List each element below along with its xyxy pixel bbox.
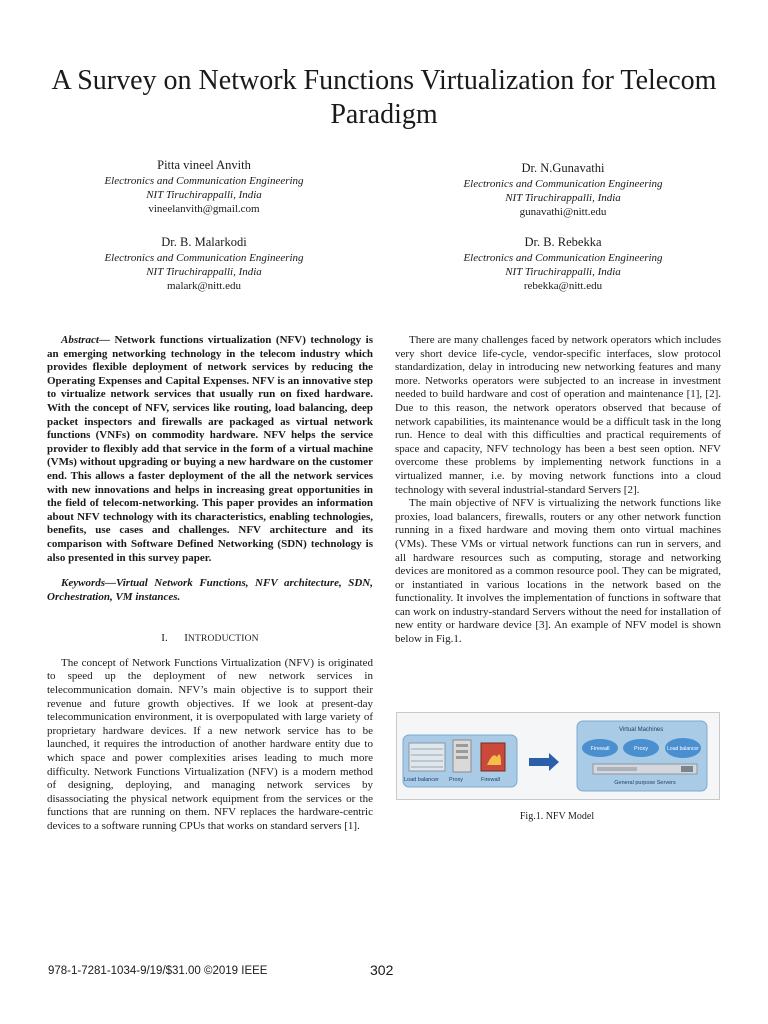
author-email: gunavathi@nitt.edu [519,206,607,218]
author-inst: NIT Tiruchirappalli, India [505,266,621,278]
right-paragraph-2: The main objective of NFV is virtualizing the network functions like proxies, load balancers, firewalls, routers or any other network function running in a fixed hardware and moving them onto virtual machines (VMs). These VMs or virtual network functions can run in servers, and all hardware resources such as computing, storage and networking devices are monitored as a common resource pool. They can be migrated, or instantiated in various locations in the network based on the functionality. It involves the implementation of functions in software that can work on industry-standard Servers without the need for installation of new entity or hardware device [3]. An example of NFV model is shown below in Fig.1. [395,497,721,646]
section-number: I. [161,632,168,645]
right-paragraph-1: There are many challenges faced by network operators which includes very short device life-cycle, vendor-specific interfaces, slow protocol standardization, delay in introducing new networking features and many more. Networks operators were subjected to an increase in investment needed to build hardware and cost of operation and maintenance [1], [2]. Due to this reason, the network operators observed that because of network capabilities, its maintenance would be a difficult task in the long run. Hence to deal with this difficulties and practical requirements of space and capacity, NFV technology has been a best seen option. NFV overcome these problems by implementing network functions in a virtualized manner, i.e. by moving network functions into a cloud technology with several industrial-standard Servers [2]. [395,334,721,496]
abstract [47,334,373,565]
author-dept: Electronics and Communication Engineering [463,178,663,190]
arrow-icon [529,753,559,771]
author-block-3 [54,234,354,293]
vm-title: Virtual Machines [619,727,664,733]
intro-paragraph: The concept of Network Functions Virtualization (NFV) is originated to speed up the deployment of new network services in telecommunication domain. NFV’s main objective is to support their revenue and future growth objectives. If we look at present-day telecommunication environment, it is overpopulated with large variety of proprietary hardware devices. If a new network service has to be launched, it requires the introduction of another hardware entity due to which space and power complexities arises leading to much more difficulty. Network Functions Virtualization (NFV) is a modern method of designing, deploying, and managing network services by disassociating the physical network equipment from the services or the functions that are running on them. NFV replaces the hardware-centric devices to a software running CPUs that works on standard servers [1]. [47,656,373,832]
author-block-2 [413,160,713,219]
author-inst: NIT Tiruchirappalli, India [146,266,262,278]
nfv-model-diagram [397,713,719,799]
hw-label-firewall: Firewall [481,777,500,783]
paper-title: A Survey on Network Functions Virtualization for Telecom Paradigm [51,65,717,130]
vm-label-load-balancer: Load balancer [667,746,699,752]
abstract-text: Network functions virtualization (NFV) technology is an emerging networking technology in the telecom industry which provides flexible deployment of network services by reducing the Operating Expenses and Capital Expenses. NFV is an innovative step to virtualize network services that usually run on fixed hardware. With the concept of NFV, services like routing, load balancing, deep packet inspectors and firewalls are packaged as virtual network functions (VNFs) on commodity hardware. NFV helps the service provider to flexibly add that service in the form of a virtual machine (VMs) without upgrading or buying a new hardware on the customer end. This allows a faster deployment of the all the network services with new innovations and helps in increasing great opportunities in the field of telecom-networking. This paper provides an information about NFV technology with its characteristics, enabling technologies, benefits, use cases and challenges. NFV architecture and its comparison with Software Defined Networking (SDN) technology is also presented in this survey paper. [47,334,373,564]
figure-caption: Fig.1. NFV Model [519,811,595,822]
author-dept: Electronics and Communication Engineering [104,175,304,187]
author-dept: Electronics and Communication Engineering [463,252,663,264]
author-inst: NIT Tiruchirappalli, India [505,192,621,204]
proxy-icon [453,740,471,772]
section-heading [47,632,373,647]
author-name: Dr. N.Gunavathi [521,161,605,175]
author-inst: NIT Tiruchirappalli, India [146,189,262,201]
left-column [47,334,373,834]
firewall-icon [481,743,505,771]
author-name: Dr. B. Rebekka [524,235,602,249]
author-dept: Electronics and Communication Engineering [104,252,304,264]
page-number: 302 [370,962,394,978]
vm-label-firewall: Firewall [590,746,610,752]
load-balancer-icon [409,743,445,771]
isbn-footer: 978-1-7281-1034-9/19/$31.00 ©2019 IEEE [48,965,268,977]
right-column [395,334,721,647]
vm-label-proxy: Proxy [633,746,649,752]
author-name: Pitta vineel Anvith [157,158,251,172]
section-title-rest: NTRODUCTION [187,634,259,645]
author-email: rebekka@nitt.edu [523,280,603,292]
author-block-1 [54,157,354,216]
keywords: Keywords—Virtual Network Functions, NFV architecture, SDN, Orchestration, VM instances. [47,577,373,603]
author-name: Dr. B. Malarkodi [161,235,247,249]
nfv-model-figure [396,712,720,800]
author-email: vineelanvith@gmail.com [148,203,260,215]
hw-label-load-balancer: Load balancer [404,777,439,783]
author-block-4 [413,234,713,293]
server-label: General purpose Servers [614,780,676,786]
server-rack-icon [593,764,697,774]
section-first-letter: I [184,632,188,645]
abstract-lead: Abstract— [61,334,110,346]
author-email: malark@nitt.edu [167,280,241,292]
hw-label-proxy: Proxy [449,777,464,783]
